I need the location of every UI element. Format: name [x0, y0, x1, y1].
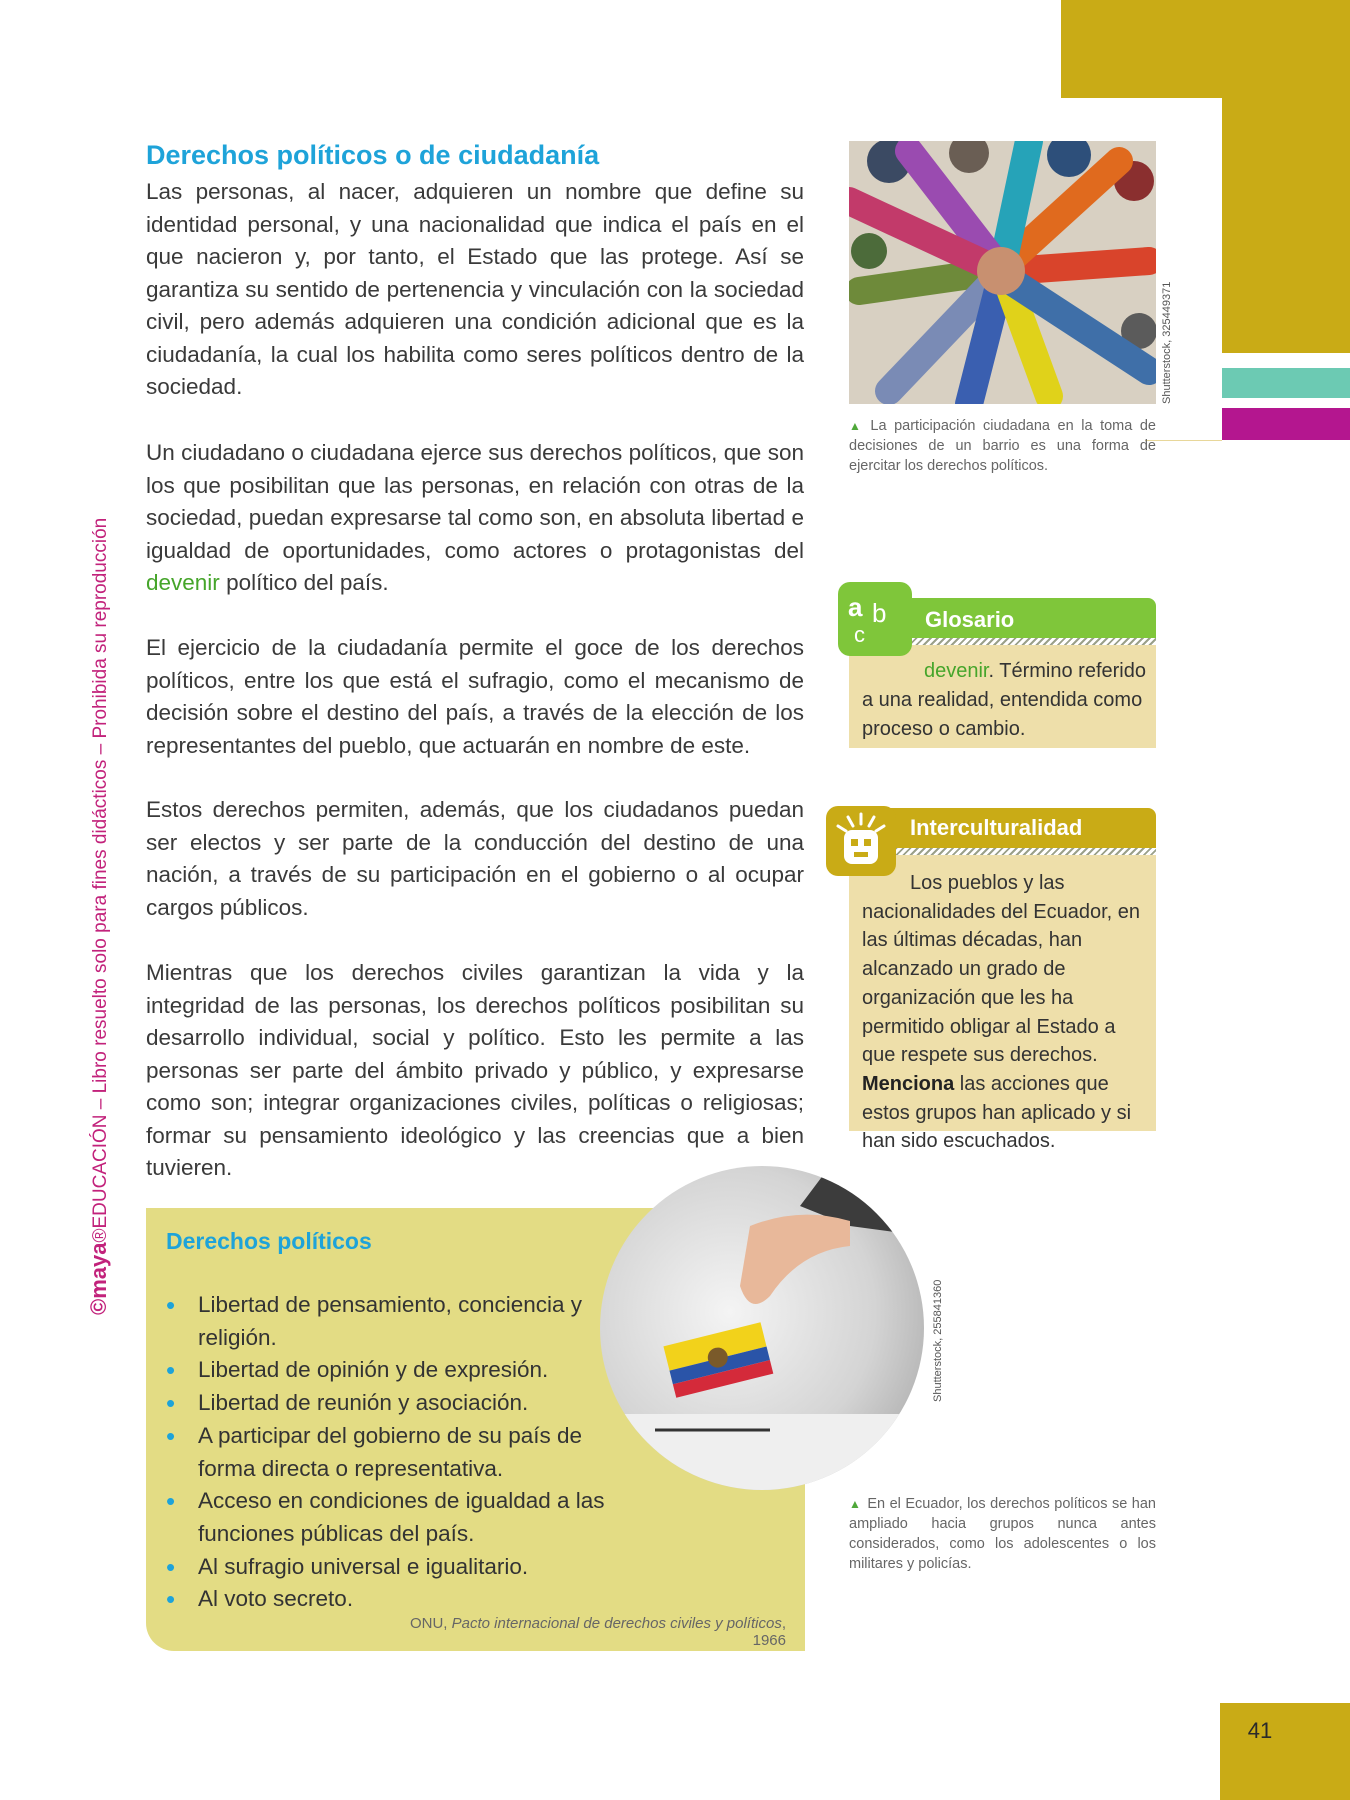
mask-glyph: [826, 806, 896, 876]
paragraph-2-text: Un ciudadano o ciudadana ejerce sus derechos políticos, que son los que posibilitan que las personas, en relación con otras de la sociedad, puedan expresarse tal como son, en absoluta libertad e igualdad de oportunidades, como actores o protagonistas del: [146, 440, 804, 563]
paragraph-2: [146, 437, 804, 600]
triangle-icon: ▲: [849, 1497, 862, 1511]
paragraph-5: Mientras que los derechos civiles garantizan la vida y la integridad de las personas, los derechos políticos posibilitan su desarrollo individual, social y político. Esto les permite a las personas ser parte del ámbito privado y público, y expresarse como son; integrar organizaciones civiles, políticas o religiosas; formar su pensamiento ideológico y las creencias que a bien tuvieren.: [146, 960, 804, 1180]
interculturality-stripe: [895, 848, 1156, 855]
photo-credit-2: Shutterstock, 255841360: [932, 1279, 944, 1402]
list-item: • Libertad de pensamiento, conciencia y religión.: [166, 1289, 598, 1354]
list-item: • Libertad de opinión y de expresión.: [166, 1354, 686, 1387]
source-title: Pacto internacional de derechos civiles y políticos: [451, 1615, 782, 1632]
teal-accent-bar: [1222, 368, 1350, 398]
glossary-definition: [862, 657, 1150, 744]
paragraph-4: Estos derechos permiten, además, que los ciudadanos puedan ser electos y ser parte de la conducción del destino de una nación, a través de su participación en el gobierno o al ocupar cargos públicos.: [146, 797, 804, 920]
page-number: 41: [1247, 1718, 1273, 1743]
abc-icon: [838, 582, 912, 656]
paragraph-3: El ejercicio de la ciudadanía permite el goce de los derechos políticos, entre los que está el sufragio, como el mecanismo de decisión sobre el destino del país, a través de la elección de los representantes del pueblo, que actuarán en nombre de este.: [146, 635, 804, 758]
glossary-term-link[interactable]: devenir: [146, 570, 220, 595]
source-org: ONU,: [409, 1615, 452, 1632]
top-accent-bar: [1061, 0, 1350, 98]
ballot-illustration: [600, 1166, 924, 1490]
photo-caption-1: [849, 416, 1156, 476]
interculturality-verb: Menciona: [862, 1072, 955, 1095]
interculturality-body: Los pueblos y las nacionalidades del Ecuador, en las últimas décadas, han alcanzado un grado de organización que les ha permitido obligar al Estado a que respete sus derechos.: [862, 872, 1140, 1067]
photo-credit-1: Shutterstock, 325449371: [1161, 281, 1173, 404]
hands-together-photo: [849, 141, 1156, 404]
copyright-text: ®EDUCACIÓN – Libro resuelto solo para fines didácticos – Prohibida su reproducción: [90, 517, 111, 1243]
source-year: , 1966: [752, 1615, 786, 1649]
photo-caption-1-text: La participación ciudadana en la toma de decisiones de un barrio es una forma de ejercitar los derechos políticos.: [849, 418, 1156, 474]
photo-caption-2: [849, 1494, 1156, 1574]
ballot-vote-photo: [600, 1166, 924, 1490]
list-item: • Al sufragio universal e igualitario.: [166, 1551, 686, 1584]
svg-text:a: a: [848, 592, 863, 622]
section-title: Derechos políticos o de ciudadanía: [146, 140, 600, 170]
interculturality-title: Interculturalidad: [910, 815, 1083, 840]
magenta-accent-bar: [1222, 408, 1350, 440]
copyright-side-note: [86, 495, 112, 1315]
interculturality-task: las acciones que estos grupos han aplicado y si han sido escuchados.: [862, 1072, 1132, 1153]
interculturality-text: [862, 869, 1150, 1156]
list-item: • Al voto secreto.: [166, 1583, 686, 1616]
triangle-icon: ▲: [849, 419, 865, 433]
political-rights-title: Derechos políticos: [166, 1228, 372, 1254]
glossary-title: Glosario: [925, 607, 1015, 632]
svg-text:c: c: [854, 622, 865, 647]
photo-caption-2-text: En el Ecuador, los derechos políticos se han ampliado hacia grupos nunca antes considerados, como los adolescentes o los militares y policías.: [849, 1496, 1156, 1572]
list-item: • A participar del gobierno de su país de forma directa o representativa.: [166, 1420, 638, 1485]
glossary-term: devenir: [924, 660, 989, 682]
glossary-definition-text: . Término referido a una realidad, entendida como proceso o cambio.: [862, 660, 1146, 740]
source-citation: [390, 1615, 786, 1649]
right-accent-bar: [1222, 98, 1350, 353]
hands-together-illustration: [849, 141, 1156, 404]
paragraph-2-end: político del país.: [226, 570, 389, 595]
abc-glyph: [838, 582, 912, 656]
glossary-stripe: [908, 638, 1156, 645]
accent-divider: [1145, 440, 1222, 441]
svg-text:b: b: [872, 598, 887, 628]
brand-logo-text: ©maya: [86, 1242, 111, 1315]
list-item: • Libertad de reunión y asociación.: [166, 1387, 686, 1420]
paragraph-1: Las personas, al nacer, adquieren un nombre que define su identidad personal, y una nacionalidad que indica el país en el que nacieron y, por tanto, el Estado que las protege. Así se garantiza su sentido de pertenencia y vinculación con la sociedad civil, pero además adquieren una condición adicional que es la ciudadanía, la cual los habilita como seres políticos dentro de la sociedad.: [146, 179, 804, 399]
list-item: • Acceso en condiciones de igualdad a las funciones públicas del país.: [166, 1485, 698, 1550]
mask-icon: [826, 806, 896, 876]
